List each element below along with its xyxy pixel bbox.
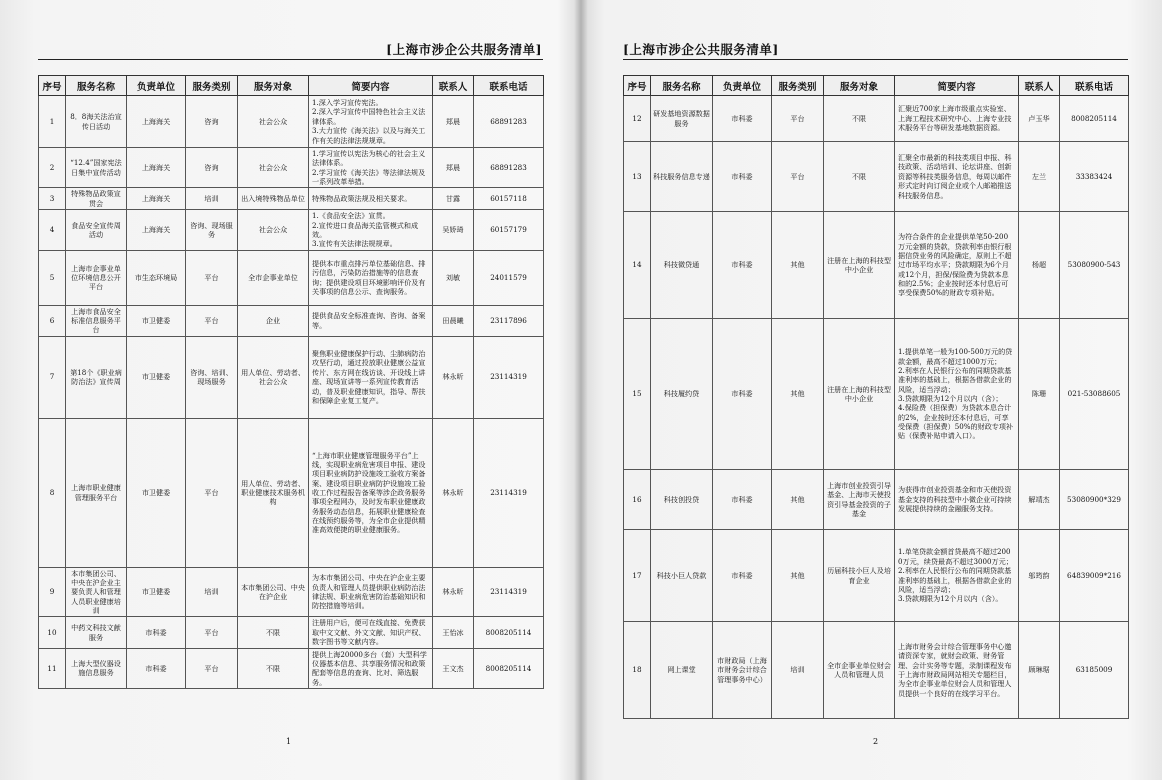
cell-contact: 王怡冰	[433, 617, 474, 648]
cell-phone: 53080900-543	[1060, 212, 1129, 319]
cell-unit: 上海海关	[127, 96, 186, 148]
cell-content: 为符合条件的企业提供单笔50-200万元金额的贷款，贷款利率由银行根据信贷业务的风险确定，原则上不超过市场平均水平；贷款期限为6个月或12个月，担保/保险费为贷款本息和的2.5%；企业按时还本付息后可享受保费50%的财政专项补贴。	[895, 212, 1019, 319]
cell-name: 特殊物品政策宣贯会	[66, 188, 127, 210]
cell-no: 2	[39, 148, 66, 188]
left-page	[0, 0, 580, 780]
cell-contact: 杨超	[1019, 212, 1060, 319]
cell-contact: 卢玉华	[1019, 96, 1060, 142]
page-header: [上海市涉企公共服务清单]	[623, 42, 779, 57]
cell-contact: 林永昕	[433, 418, 474, 567]
cell-phone: 021-53088605	[1060, 319, 1129, 470]
cell-contact: 甘露	[433, 188, 474, 210]
cell-no: 10	[39, 617, 66, 648]
cell-category: 培训	[186, 188, 238, 210]
cell-content: 为本市集团公司、中央在沪企业主要负责人和管理人员提供职业病防治法律法规、职业病危害防治基础知识和防控措施等培训。	[309, 567, 433, 617]
cell-unit: 市生态环境局	[127, 250, 186, 305]
cell-no: 11	[39, 648, 66, 688]
cell-target: 用人单位、劳动者、职业健康技术服务机构	[238, 418, 309, 567]
cell-no: 6	[39, 305, 66, 336]
cell-name: 网上课堂	[651, 622, 713, 719]
cell-unit: 市科委	[127, 617, 186, 648]
cell-content: 特殊物品政策法规及相关要求。	[309, 188, 433, 210]
cell-target: 注册在上海的科技型中小企业	[824, 319, 895, 470]
cell-name: 科技服务信息专递	[651, 142, 713, 212]
table-row	[39, 250, 544, 305]
cell-contact: 吴娇琦	[433, 210, 474, 250]
cell-phone: 33383424	[1060, 142, 1129, 212]
cell-name: 研发基地资源数据服务	[651, 96, 713, 142]
col-header-no: 序号	[39, 76, 66, 96]
cell-target: 出入境特殊物品单位	[238, 188, 309, 210]
cell-contact: 郑晨	[433, 148, 474, 188]
cell-target: 社会公众	[238, 148, 309, 188]
cell-category: 咨询、培训、现场服务	[186, 336, 238, 418]
page-number: 2	[873, 737, 879, 746]
table-row	[624, 530, 1129, 622]
cell-category: 其他	[772, 470, 824, 530]
cell-unit: 市科委	[713, 142, 772, 212]
cell-content: 1.学习宣传以宪法为核心的社会主义法律体系。 2.学习宣传《海关法》等法律法规及一系列改革举措。	[309, 148, 433, 188]
table-row	[39, 148, 544, 188]
cell-contact: 解靖杰	[1019, 470, 1060, 530]
cell-no: 16	[624, 470, 651, 530]
cell-unit: 市科委	[713, 96, 772, 142]
cell-no: 12	[624, 96, 651, 142]
cell-name: 8．8海关法治宣传日活动	[66, 96, 127, 148]
cell-target: 企业	[238, 305, 309, 336]
cell-target: 不限	[238, 617, 309, 648]
cell-phone: 23117896	[474, 305, 544, 336]
cell-target: 不限	[824, 142, 895, 212]
cell-category: 培训	[186, 567, 238, 617]
table-header-row	[624, 76, 1129, 96]
cell-name: 中药文科技文献服务	[66, 617, 127, 648]
cell-unit: 市卫健委	[127, 418, 186, 567]
cell-category: 平台	[186, 617, 238, 648]
table-row	[39, 210, 544, 250]
cell-category: 培训	[772, 622, 824, 719]
cell-unit: 市科委	[713, 319, 772, 470]
page-number: 1	[286, 737, 292, 746]
cell-unit: 市卫健委	[127, 305, 186, 336]
cell-content: “上海市职业健康管理服务平台”上线，实现职业病危害项目申报、建设项目职业病防护设施竣工验收方案备案、建设项目职业病防护设施竣工验收工作过程报告备案等涉企政务服务事项全程网办，及时发布职业健康政务服务动态信息，拓展职业健康检查在线预约服务等，为全市企业提供精准高效便捷的职业健康服务。	[309, 418, 433, 567]
table-row	[39, 305, 544, 336]
cell-category: 其他	[772, 530, 824, 622]
cell-phone: 8008205114	[1060, 96, 1129, 142]
cell-contact: 郑晨	[433, 96, 474, 148]
cell-phone: 60157118	[474, 188, 544, 210]
cell-target: 不限	[824, 96, 895, 142]
col-header-content: 简要内容	[309, 76, 433, 96]
cell-name: 食品安全宣传周活动	[66, 210, 127, 250]
cell-contact: 王文杰	[433, 648, 474, 688]
cell-phone: 64839009*216	[1060, 530, 1129, 622]
header-rule	[38, 59, 543, 60]
cell-name: “12.4”国家宪法日集中宣传活动	[66, 148, 127, 188]
col-header-contact: 联系人	[433, 76, 474, 96]
cell-unit: 市科委	[713, 530, 772, 622]
cell-unit: 市财政局（上海市财务会计综合管理事务中心）	[713, 622, 772, 719]
cell-target: 不限	[238, 648, 309, 688]
cell-phone: 23114319	[474, 418, 544, 567]
col-header-phone: 联系电话	[1060, 76, 1129, 96]
cell-contact: 顾琳琚	[1019, 622, 1060, 719]
cell-contact: 林永昕	[433, 336, 474, 418]
cell-category: 平台	[186, 648, 238, 688]
cell-target: 全市企事业单位财会人员和管理人员	[824, 622, 895, 719]
col-header-unit: 负责单位	[127, 76, 186, 96]
cell-category: 其他	[772, 319, 824, 470]
cell-target: 用人单位、劳动者、社会公众	[238, 336, 309, 418]
table-row	[39, 96, 544, 148]
cell-name: 上海大型仪器设施信息服务	[66, 648, 127, 688]
cell-target: 注册在上海的科技型中小企业	[824, 212, 895, 319]
cell-content: 提供上海20000多台（套）大型科学仪器基本信息、共享服务情况和政策配套等信息的查询、比对、筛选服务。	[309, 648, 433, 688]
cell-contact: 刘敏	[433, 250, 474, 305]
cell-content: 1.深入学习宣传宪法。 2.深入学习宣传中国特色社会主义法律体系。 3.大力宣传《海关法》以及与海关工作有关的法律法规规章。	[309, 96, 433, 148]
col-header-category: 服务类别	[772, 76, 824, 96]
cell-unit: 市科委	[713, 470, 772, 530]
table-row	[39, 617, 544, 648]
col-header-category: 服务类别	[186, 76, 238, 96]
cell-content: 提供本市重点排污单位基础信息、排污信息，污染防治措施等的信息查询；提供建设项目环境影响评价及有关事项的信息公示、查询服务。	[309, 250, 433, 305]
cell-target: 全市企事业单位	[238, 250, 309, 305]
cell-unit: 市卫健委	[127, 567, 186, 617]
cell-content: 汇聚近700家上海市级重点实验室、上海工程技术研究中心、上海专业技术服务平台等研发基地数据资源。	[895, 96, 1019, 142]
cell-name: 科技微贷通	[651, 212, 713, 319]
col-header-name: 服务名称	[66, 76, 127, 96]
cell-phone: 8008205114	[474, 648, 544, 688]
cell-no: 13	[624, 142, 651, 212]
cell-name: 上海市食品安全标准信息服务平台	[66, 305, 127, 336]
header-rule	[623, 59, 1128, 60]
cell-no: 4	[39, 210, 66, 250]
cell-name: 科技创投贷	[651, 470, 713, 530]
cell-name: 上海市职业健康管理服务平台	[66, 418, 127, 567]
table-row	[39, 567, 544, 617]
right-page	[585, 0, 1162, 780]
cell-content: 1.《食品安全法》宣贯。 2.宣传进口食品海关监管模式和成效。 3.宣传有关法律法规规章。	[309, 210, 433, 250]
cell-contact: 田晨曦	[433, 305, 474, 336]
cell-target: 历届科技小巨人及培育企业	[824, 530, 895, 622]
col-header-target: 服务对象	[238, 76, 309, 96]
cell-phone: 23114319	[474, 567, 544, 617]
cell-phone: 53080900*329	[1060, 470, 1129, 530]
cell-contact: 林永昕	[433, 567, 474, 617]
cell-name: 科技履约贷	[651, 319, 713, 470]
cell-no: 9	[39, 567, 66, 617]
col-header-unit: 负责单位	[713, 76, 772, 96]
cell-no: 5	[39, 250, 66, 305]
page-header: [上海市涉企公共服务清单]	[386, 42, 542, 57]
table-row	[624, 212, 1129, 319]
cell-content: 1.单笔贷款金额首贷最高不超过2000万元，续贷最高不超过3000万元； 2.利率在人民银行公布的同期贷款基准利率的基础上，根据各借款企业的风险，适当浮动； 3.贷款期限为12个月以内（含）。	[895, 530, 1019, 622]
cell-unit: 上海海关	[127, 188, 186, 210]
table-row	[39, 648, 544, 688]
cell-phone: 68891283	[474, 96, 544, 148]
cell-contact: 邬筠韵	[1019, 530, 1060, 622]
col-header-target: 服务对象	[824, 76, 895, 96]
col-header-phone: 联系电话	[474, 76, 544, 96]
table-row	[624, 470, 1129, 530]
cell-no: 3	[39, 188, 66, 210]
cell-phone: 63185009	[1060, 622, 1129, 719]
table-row	[624, 96, 1129, 142]
table-row	[39, 418, 544, 567]
cell-category: 平台	[186, 418, 238, 567]
cell-phone: 24011579	[474, 250, 544, 305]
cell-category: 其他	[772, 212, 824, 319]
table-row	[624, 622, 1129, 719]
cell-contact: 陈珊	[1019, 319, 1060, 470]
cell-target: 社会公众	[238, 96, 309, 148]
cell-unit: 市卫健委	[127, 336, 186, 418]
cell-no: 17	[624, 530, 651, 622]
cell-target: 上海市创业投资引导基金、上海市天使投资引导基金投资的子基金	[824, 470, 895, 530]
cell-unit: 市科委	[127, 648, 186, 688]
service-table-left	[38, 75, 544, 689]
cell-name: 第18个《职业病防治法》宣传周	[66, 336, 127, 418]
cell-no: 8	[39, 418, 66, 567]
cell-category: 咨询、现场服务	[186, 210, 238, 250]
cell-contact: 左兰	[1019, 142, 1060, 212]
col-header-name: 服务名称	[651, 76, 713, 96]
cell-no: 15	[624, 319, 651, 470]
col-header-content: 简要内容	[895, 76, 1019, 96]
table-row	[624, 142, 1129, 212]
cell-content: 注册用户后，便可在线直接、免费获取中文文献、外文文献、知识产权、数字图书等文献内容。	[309, 617, 433, 648]
cell-no: 7	[39, 336, 66, 418]
cell-category: 咨询	[186, 148, 238, 188]
col-header-contact: 联系人	[1019, 76, 1060, 96]
cell-target: 本市集团公司、中央在沪企业	[238, 567, 309, 617]
table-row	[39, 188, 544, 210]
cell-unit: 上海海关	[127, 148, 186, 188]
cell-no: 1	[39, 96, 66, 148]
service-table-right	[623, 75, 1129, 719]
cell-content: 1.提供单笔一般为100-500万元的贷款金额，最高不超过1000万元； 2.利率在人民银行公布的同期贷款基准利率的基础上，根据各借款企业的风险，适当浮动； 3.贷款期限为12个月以内（含）； 4.保险费（担保费）为贷款本息合计的2%，企业按时还本付息后，可享受保费（担保费）50%的财政专项补贴（保费补贴申请入口）。	[895, 319, 1019, 470]
table-row	[624, 319, 1129, 470]
cell-target: 社会公众	[238, 210, 309, 250]
cell-content: 聚焦职业健康保护行动、尘肺病防治攻坚行动，通过投放职业健康公益宣传片、东方网在线访谈、开设线上讲座、现场宣讲等一系列宣传教育活动，普及职业健康知识，指导、帮扶和保障企业复工复产。	[309, 336, 433, 418]
table-row	[39, 336, 544, 418]
cell-name: 上海市企事业单位环境信息公开平台	[66, 250, 127, 305]
cell-no: 18	[624, 622, 651, 719]
cell-unit: 市科委	[713, 212, 772, 319]
cell-content: 为获得市创业投资基金和市天使投资基金支持的科技型中小微企业可持续发展提供持续的金融服务支持。	[895, 470, 1019, 530]
cell-category: 平台	[772, 96, 824, 142]
cell-content: 汇聚全市最新的科技类项目申报、科技政策、活动培训、论坛讲座、创新资源等科技类服务信息，每周以邮件形式定时向订阅企业或个人邮箱推送科技服务信息。	[895, 142, 1019, 212]
cell-category: 平台	[186, 250, 238, 305]
cell-unit: 上海海关	[127, 210, 186, 250]
cell-phone: 68891283	[474, 148, 544, 188]
cell-content: 提供食品安全标准查询、咨询、备案等。	[309, 305, 433, 336]
table-header-row	[39, 76, 544, 96]
cell-phone: 8008205114	[474, 617, 544, 648]
cell-name: 科技小巨人贷款	[651, 530, 713, 622]
cell-category: 咨询	[186, 96, 238, 148]
col-header-no: 序号	[624, 76, 651, 96]
cell-category: 平台	[772, 142, 824, 212]
cell-phone: 23114319	[474, 336, 544, 418]
cell-content: 上海市财务会计综合管理事务中心邀请资深专家，就财会政策、财务管理、会计实务等专题，录制课程发布于上海市财政局网站相关专题栏目，为全市企事业单位财会人员和管理人员提供一个良好的在线学习平台。	[895, 622, 1019, 719]
cell-no: 14	[624, 212, 651, 319]
cell-phone: 60157179	[474, 210, 544, 250]
cell-category: 平台	[186, 305, 238, 336]
cell-name: 本市集团公司、中央在沪企业主要负责人和管理人员职业健康培训	[66, 567, 127, 617]
